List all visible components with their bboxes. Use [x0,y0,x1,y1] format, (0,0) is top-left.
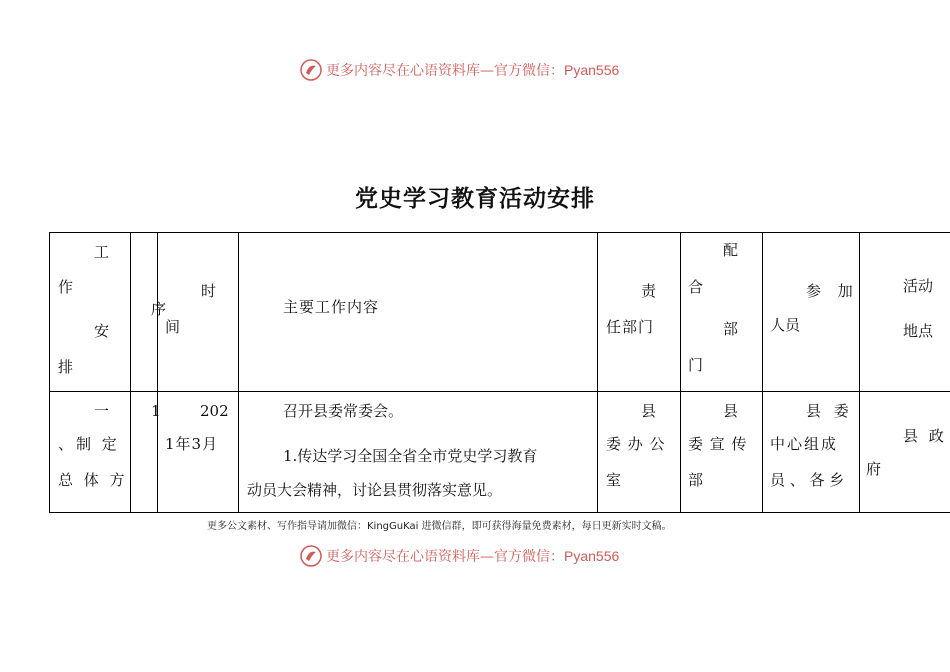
watermark-logo-icon [300,545,322,567]
row1-content-1: 召开县委常委会。 [283,402,404,420]
footer-note: 更多公文素材、写作指导请加微信：KingGuKai 进微信群，即可获得海量免费素材，每日更新实时文稿。 [207,521,672,532]
row1-time-1: 202 [200,402,229,420]
header-cooperate-3: 部 [723,320,739,338]
header-arrangement-4: 排 [58,358,74,376]
header-responsible-2: 任部门 [606,318,655,336]
row1-responsible-2: 委 办 公 [606,435,666,453]
watermark-bottom [300,545,619,567]
header-time-2: 间 [165,318,181,336]
header-arrangement-1: 工 [94,243,110,261]
row1-participants-1: 县 委 [806,402,853,420]
header-participants-2: 人员 [770,316,801,334]
header-location-2: 地点 [903,322,934,340]
row1-time-2: 1年3月 [165,435,219,453]
row1-cooperate-1: 县 [723,402,739,420]
watermark-text: 更多内容尽在心语资料库—官方微信：Pyan556 [326,62,620,79]
row1-location-2: 府 [866,460,882,478]
row1-arrangement-1: 一 [94,402,110,420]
header-content: 主要工作内容 [283,298,380,316]
row1-participants-3: 员 、 各 乡 [770,471,845,489]
row1-cooperate-2: 委 宣 传 [688,435,748,453]
row1-arrangement-3: 总 体 方 [58,471,128,489]
header-location-1: 活动 [903,277,934,295]
header-cooperate-2: 合 [688,278,704,296]
row1-arrangement-2: 、制 定 [58,435,120,453]
header-cooperate-1: 配 [723,241,739,259]
row1-content-2: 1.传达学习全国全省全市党史学习教育 [283,447,538,465]
row1-responsible-1: 县 [641,402,657,420]
header-responsible-1: 责 [641,282,657,300]
header-arrangement-3: 安 [94,322,110,340]
watermark-text: 更多内容尽在心语资料库—官方微信：Pyan556 [326,548,620,565]
row1-content-3: 动员大会精神，讨论县贯彻落实意见。 [247,481,503,499]
row1-responsible-3: 室 [606,471,622,489]
header-cooperate-4: 门 [688,356,704,374]
row1-location-1: 县 政 [903,427,947,445]
row1-participants-2: 中心组成 [770,435,839,453]
row1-cooperate-3: 部 [688,471,704,489]
header-time-1: 时 [201,282,217,300]
header-arrangement-2: 作 [58,278,74,296]
header-participants-1: 参 加 [806,282,859,300]
document-title: 党史学习教育活动安排 [355,185,595,212]
header-seq: 序 [151,300,167,318]
row1-seq: 1 [151,402,161,420]
